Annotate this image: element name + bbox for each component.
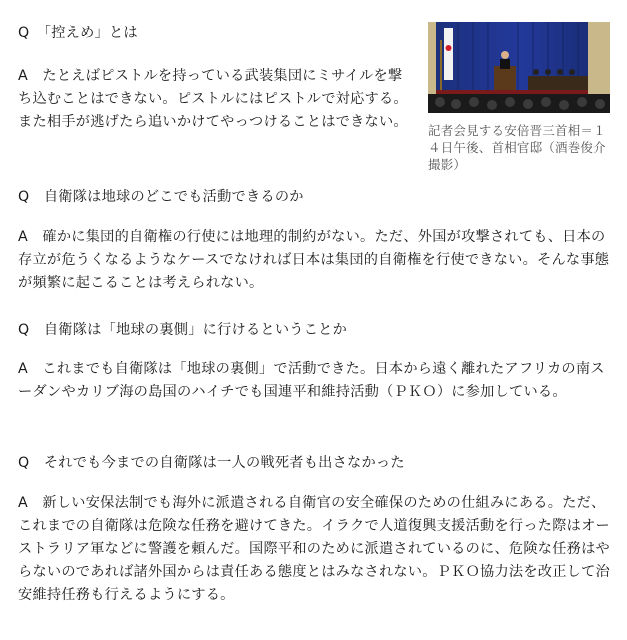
- press-conference-photo[interactable]: [428, 22, 610, 113]
- photo-caption: 記者会見する安倍晋三首相＝１４日午後、首相官邸（酒巻俊介撮影）: [428, 123, 606, 172]
- answer-3: A これまでも自衛隊は「地球の裏側」で活動できた。日本から遠く離れたアフリカの南スーダンやカリブ海の島国のハイチでも国連平和維持活動（ＰＫＯ）に参加している。: [18, 361, 605, 400]
- photo-image: [428, 22, 610, 113]
- answer-2: A 確かに集団的自衛権の行使には地理的制約がない。ただ、外国が攻撃されても、日本の存立が危うくなるようなケースでなければ日本は集団的自衛権を行使できない。そんな事態が頻繁に起こることは考えられない。: [18, 229, 610, 291]
- question-2: Q 自衛隊は地球のどこでも活動できるのか: [18, 189, 304, 205]
- answer-1: A たとえばピストルを持っている武装集団にミサイルを撃ち込むことはできない。ピストルにはピストルで対応する。また相手が逃げたら追いかけてやっつけることはできない。: [18, 68, 408, 130]
- question-4: Q それでも今までの自衛隊は一人の戦死者も出さなかった: [18, 455, 405, 471]
- question-3: Q 自衛隊は「地球の裏側」に行けるということか: [18, 322, 348, 338]
- question-1: Q 「控えめ」とは: [18, 25, 138, 41]
- answer-4: A 新しい安保法制でも海外に派遣される自衛官の安全確保のための仕組みにある。ただ、これまでの自衛隊は危険な任務を避けてきた。イラクで人道復興支援活動を行った際はオーストラリア軍などに警護を頼んだ。国際平和のために派遣されているのに、危険な任務はやらないのであれば諸外国からは責任ある態度とはみなされない。ＰＫＯ協力法を改正して治安維持任務も行えるようにする。: [18, 495, 610, 603]
